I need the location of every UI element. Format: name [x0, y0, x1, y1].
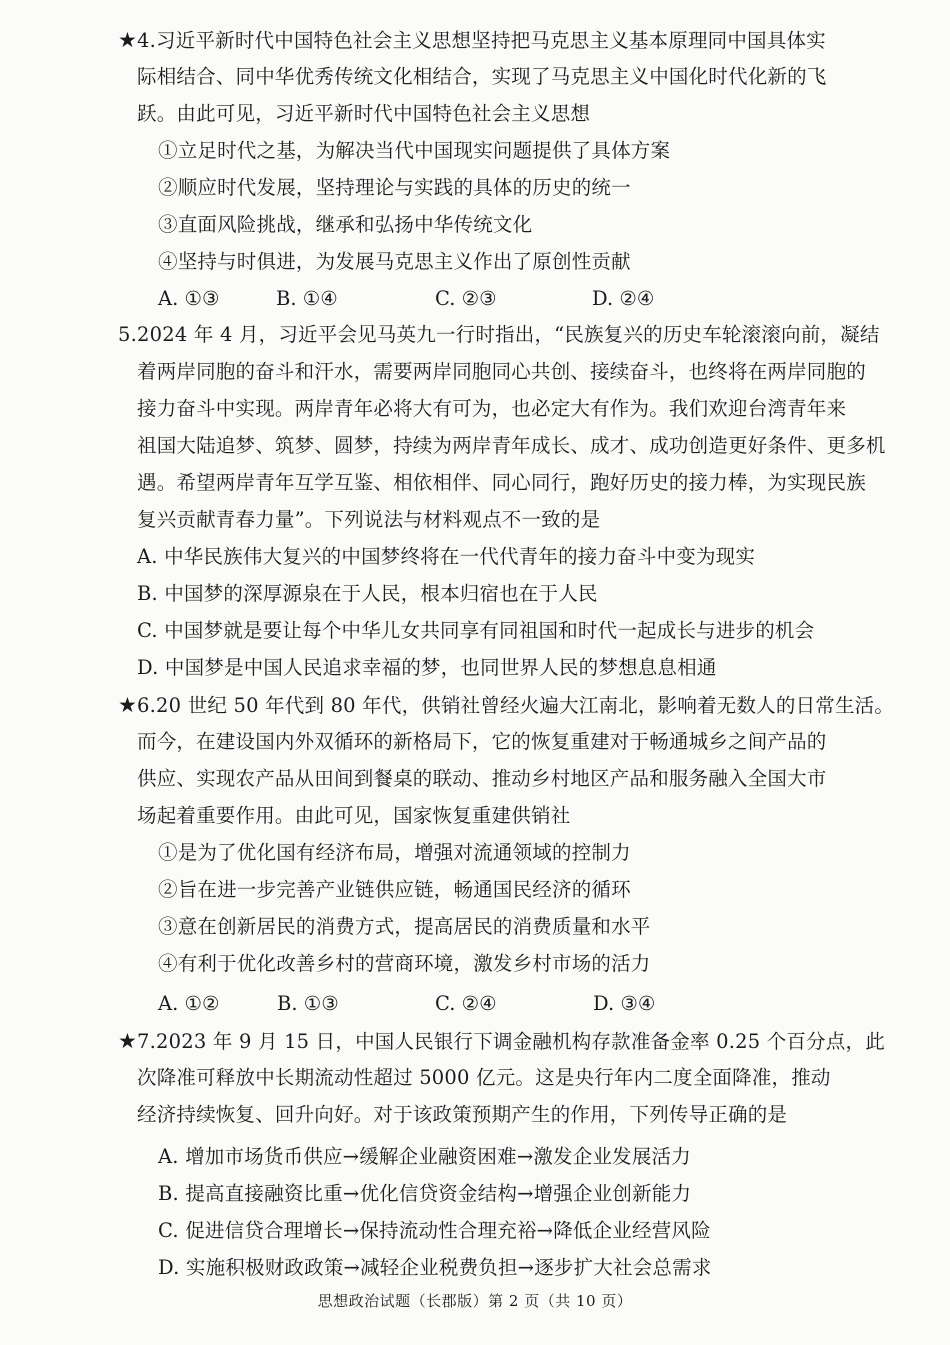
- choice-b: B. 中国梦的深厚源泉在于人民，根本归宿也在于人民: [137, 582, 598, 605]
- question-4-line-2: 际相结合、同中华优秀传统文化相结合，实现了马克思主义中国化时代化新的飞: [137, 65, 827, 88]
- option-d: D. ③④: [593, 992, 656, 1015]
- question-5-line-4: 祖国大陆追梦、筑梦、圆梦，持续为两岸青年成长、成才、成功创造更好条件、更多机: [137, 434, 886, 457]
- question-4-line-1: ★4.习近平新时代中国特色社会主义思想坚持把马克思主义基本原理同中国具体实: [118, 28, 826, 52]
- question-6-line-3: 供应、实现农产品从田间到餐桌的联动、推动乡村地区产品和服务融入全国大市: [137, 767, 827, 790]
- statement: ④坚持与时俱进，为发展马克思主义作出了原创性贡献: [158, 250, 631, 273]
- question-number: 6.: [137, 694, 157, 717]
- question-5-line-6: 复兴贡献青春力量”。下列说法与材料观点不一致的是: [137, 508, 601, 531]
- option-c: C. ②③: [435, 287, 497, 310]
- choice-a: A. 中华民族伟大复兴的中国梦终将在一代代青年的接力奋斗中变为现实: [137, 545, 756, 568]
- choice-a: A. 增加市场货币供应→缓解企业融资困难→激发企业发展活力: [158, 1145, 691, 1168]
- question-4-line-3: 跃。由此可见，习近平新时代中国特色社会主义思想: [137, 102, 591, 125]
- star-icon: ★: [118, 28, 138, 52]
- question-number: 5.: [118, 323, 138, 346]
- question-5-line-3: 接力奋斗中实现。两岸青年必将大有可为，也必定大有作为。我们欢迎台湾青年来: [137, 397, 847, 420]
- option-a: A. ①②: [158, 992, 220, 1015]
- question-number: 4.: [137, 29, 157, 52]
- question-6-line-1: ★6.20 世纪 50 年代到 80 年代，供销社曾经火遍大江南北，影响着无数人的日常生活。: [118, 693, 895, 717]
- question-7-line-2: 次降准可释放中长期流动性超过 5000 亿元。这是央行年内二度全面降准，推动: [137, 1066, 831, 1089]
- option-b: B. ①④: [276, 287, 338, 310]
- statement: ③直面风险挑战，继承和弘扬中华传统文化: [158, 213, 533, 236]
- question-5-line-2: 着两岸同胞的奋斗和汗水，需要两岸同胞同心共创、接续奋斗，也终将在两岸同胞的: [137, 360, 866, 383]
- question-5-line-1: 5.2024 年 4 月，习近平会见马英九一行时指出，“民族复兴的历史车轮滚滚向前，凝结: [118, 323, 880, 346]
- statement: ①是为了优化国有经济布局，增强对流通领域的控制力: [158, 841, 631, 864]
- statement: ②顺应时代发展，坚持理论与实践的具体的历史的统一: [158, 176, 631, 199]
- question-5-line-5: 遇。希望两岸青年互学互鉴、相依相伴、同心同行，跑好历史的接力棒，为实现民族: [137, 471, 866, 494]
- star-icon: ★: [118, 1029, 138, 1053]
- answer-options: [158, 286, 758, 312]
- option-b: B. ①③: [277, 992, 339, 1015]
- page-footer: 思想政治试题（长郡版）第 2 页（共 10 页）: [317, 1292, 633, 1310]
- question-7-line-1: ★7.2023 年 9 月 15 日，中国人民银行下调金融机构存款准备金率 0.25 个百分点，此: [118, 1029, 885, 1053]
- option-c: C. ②④: [435, 992, 497, 1015]
- star-icon: ★: [118, 693, 138, 717]
- statement: ③意在创新居民的消费方式，提高居民的消费质量和水平: [158, 915, 651, 938]
- question-number: 7.: [137, 1030, 157, 1053]
- choice-c: C. 促进信贷合理增长→保持流动性合理充裕→降低企业经营风险: [158, 1219, 711, 1242]
- question-7-line-3: 经济持续恢复、回升向好。对于该政策预期产生的作用，下列传导正确的是: [137, 1103, 788, 1126]
- choice-d: D. 实施积极财政政策→减轻企业税费负担→逐步扩大社会总需求: [158, 1256, 712, 1279]
- choice-c: C. 中国梦就是要让每个中华儿女共同享有同祖国和时代一起成长与进步的机会: [137, 619, 815, 642]
- question-6-line-2: 而今，在建设国内外双循环的新格局下，它的恢复重建对于畅通城乡之间产品的: [137, 730, 827, 753]
- option-d: D. ②④: [592, 287, 655, 310]
- question-6-line-4: 场起着重要作用。由此可见，国家恢复重建供销社: [137, 804, 571, 827]
- statement: ①立足时代之基，为解决当代中国现实问题提供了具体方案: [158, 139, 671, 162]
- option-a: A. ①③: [158, 287, 220, 310]
- choice-d: D. 中国梦是中国人民追求幸福的梦，也同世界人民的梦想息息相通: [137, 656, 717, 679]
- statement: ②旨在进一步完善产业链供应链，畅通国民经济的循环: [158, 878, 631, 901]
- statement: ④有利于优化改善乡村的营商环境，激发乡村市场的活力: [158, 952, 651, 975]
- answer-options: [158, 991, 758, 1017]
- choice-b: B. 提高直接融资比重→优化信贷资金结构→增强企业创新能力: [158, 1182, 692, 1205]
